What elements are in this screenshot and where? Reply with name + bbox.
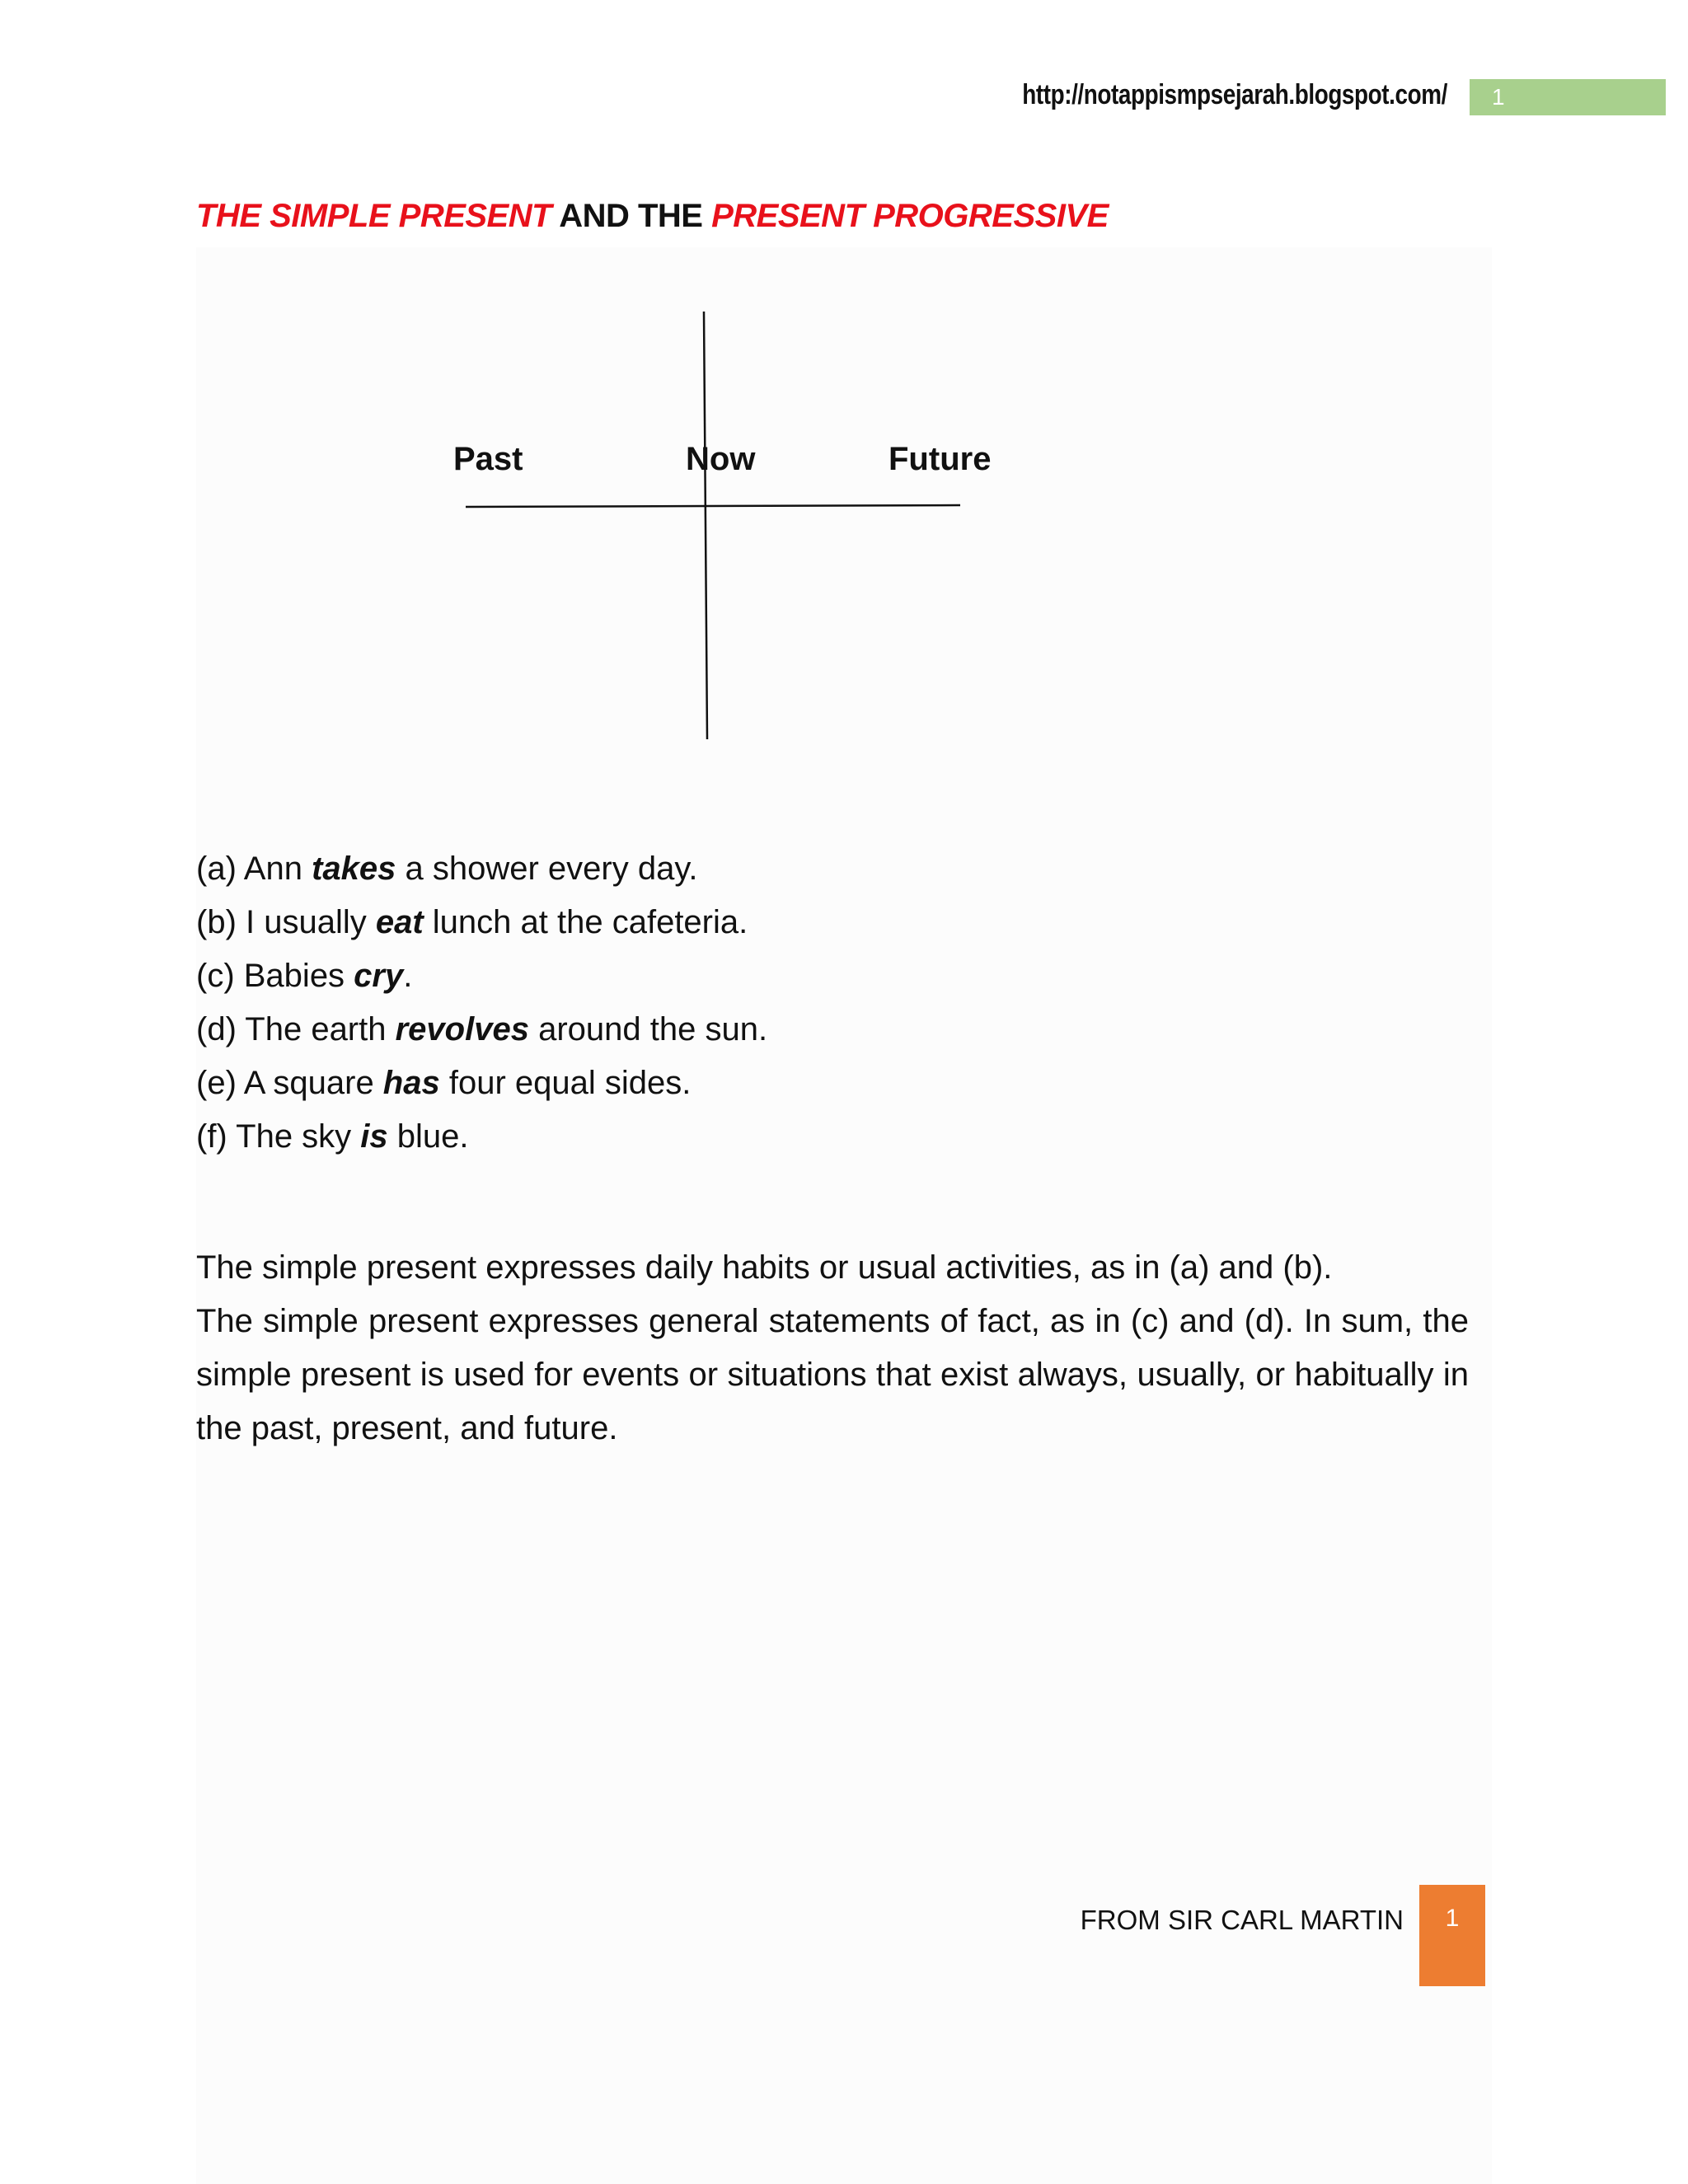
timeline-lines bbox=[445, 309, 1022, 746]
example-d: (d) The earth revolves around the sun. bbox=[196, 1011, 768, 1047]
explanation-paragraph-2: The simple present expresses general statements of fact, as in (c) and (d). In sum, the simple present is used for events or situations that exist always, usually, or habitually in the past, present, and future. bbox=[196, 1303, 1469, 1446]
header-page-number: 1 bbox=[1470, 79, 1666, 115]
example-verb: has bbox=[382, 1065, 440, 1101]
example-verb: revolves bbox=[395, 1011, 529, 1047]
example-verb: takes bbox=[312, 851, 396, 887]
example-verb: is bbox=[360, 1118, 388, 1155]
footer-page-number: 1 bbox=[1419, 1885, 1485, 1986]
timeline-label-now: Now bbox=[686, 441, 756, 477]
example-verb: eat bbox=[375, 904, 424, 940]
example-b: (b) I usually eat lunch at the cafeteria. bbox=[196, 904, 748, 940]
title-present-progressive: PRESENT PROGRESSIVE bbox=[711, 198, 1109, 234]
timeline-vertical-line bbox=[704, 312, 707, 739]
example-e: (e) A square has four equal sides. bbox=[196, 1065, 692, 1101]
example-f: (f) The sky is blue. bbox=[196, 1118, 469, 1155]
footer-text: FROM SIR CARL MARTIN bbox=[1080, 1905, 1404, 1935]
timeline-label-past: Past bbox=[453, 441, 523, 477]
timeline-diagram bbox=[445, 309, 1022, 746]
explanation-text bbox=[196, 1241, 1469, 1455]
title-and-the: AND THE bbox=[551, 198, 712, 234]
example-a: (a) Ann takes a shower every day. bbox=[196, 851, 698, 887]
title-simple-present: THE SIMPLE PRESENT bbox=[196, 198, 552, 234]
timeline-horizontal-line bbox=[466, 505, 960, 507]
example-c: (c) Babies cry. bbox=[196, 958, 413, 994]
header-url: http://notappismpsejarah.blogspot.com/ bbox=[1022, 79, 1447, 110]
page-title bbox=[196, 198, 1109, 235]
timeline-label-future: Future bbox=[889, 441, 992, 477]
explanation-line-1: The simple present expresses daily habits or usual activities, as in (a) and (b). bbox=[196, 1249, 1333, 1286]
examples-list bbox=[196, 842, 767, 1164]
example-verb: cry bbox=[354, 958, 404, 994]
